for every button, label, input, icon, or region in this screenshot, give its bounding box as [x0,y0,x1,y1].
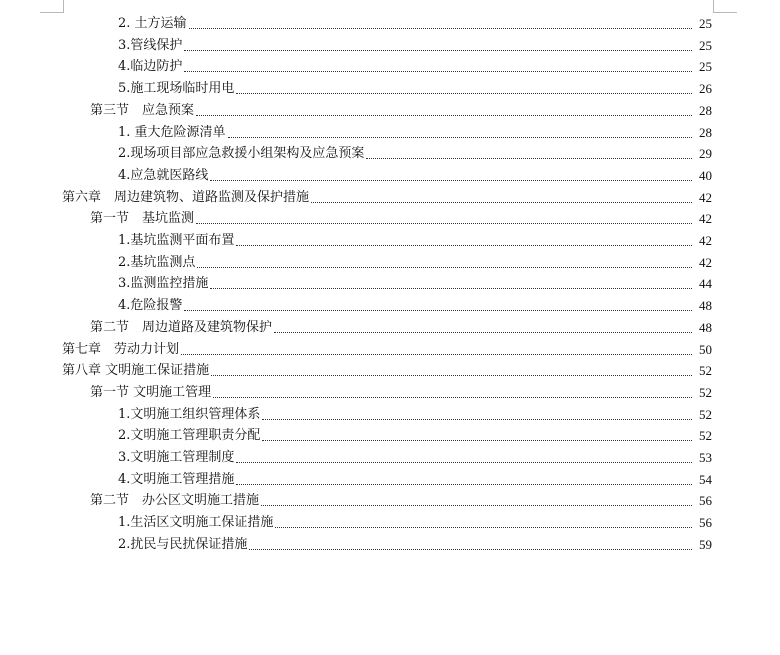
toc-page-number: 25 [699,59,712,75]
toc-dot-leader [228,136,692,138]
toc-entry[interactable] [62,361,712,381]
toc-entry-label: 4.文明施工管理措施 [118,471,235,487]
toc-entry[interactable] [118,144,712,164]
toc-entry-label: 第二节 周边道路及建筑物保护 [90,319,273,335]
crop-mark-top-left [63,0,64,12]
toc-dot-leader [184,309,692,311]
toc-dot-leader [262,439,692,441]
toc-page-number: 50 [699,341,712,357]
toc-dot-leader [366,157,692,159]
toc-page-number: 42 [699,233,712,248]
toc-entry[interactable] [118,296,712,316]
toc-entry[interactable] [118,123,712,143]
toc-entry-label: 第三节 应急预案 [90,102,195,118]
toc-entry[interactable] [118,36,712,56]
toc-entry-label: 2.现场项目部应急救援小组架构及应急预案 [118,146,365,162]
toc-entry-label: 4.临边防护 [118,59,183,75]
toc-dot-leader [189,27,692,29]
toc-dot-leader [274,331,692,333]
toc-entry-label: 1.基坑监测平面布置 [118,233,235,248]
toc-dot-leader [236,92,692,94]
toc-dot-leader [236,461,692,463]
toc-dot-leader [261,504,692,506]
crop-mark-top-right [713,12,737,13]
toc-page-number: 42 [699,189,712,205]
toc-dot-leader [181,353,692,355]
toc-dot-leader [213,396,692,398]
toc-dot-leader [210,287,692,289]
toc-entry-label: 3.管线保护 [118,37,183,53]
toc-page-number: 56 [699,493,712,509]
toc-entry-label: 2.基坑监测点 [118,254,196,270]
toc-entry[interactable] [118,79,712,99]
toc-entry[interactable] [118,405,712,425]
toc-dot-leader [184,49,692,51]
toc-page-number: 42 [699,254,712,270]
toc-entry-label: 1.生活区文明施工保证措施 [118,515,274,531]
toc-entry[interactable] [118,448,712,468]
toc-entry[interactable] [118,470,712,490]
crop-mark-top-left [40,12,64,13]
toc-page-number: 56 [699,515,712,531]
toc-entry[interactable] [118,274,712,294]
toc-entry[interactable] [118,535,712,555]
toc-entry[interactable] [118,513,712,533]
toc-entry-label: 1. 重大危险源清单 [118,124,226,140]
toc-page-number: 26 [699,81,712,97]
toc-page-number: 25 [699,16,712,31]
toc-page-number: 28 [699,102,712,118]
crop-mark-top-right [713,0,714,12]
toc-dot-leader [211,374,692,376]
toc-page-number: 59 [699,536,712,552]
toc-entry[interactable] [118,166,712,186]
toc-entry[interactable] [90,209,712,229]
toc-entry-label: 第六章 周边建筑物、道路监测及保护措施 [62,189,310,205]
toc-page-number: 54 [699,471,712,487]
toc-entry[interactable] [90,383,712,403]
toc-dot-leader [197,266,692,268]
toc-page-number: 44 [699,276,712,292]
toc-page-number: 42 [699,211,712,227]
toc-entry[interactable] [118,14,712,34]
toc-entry-label: 第二节 办公区文明施工措施 [90,493,260,509]
toc-page-number: 40 [699,167,712,183]
toc-dot-leader [196,114,692,116]
toc-entry-label: 4.应急就医路线 [118,167,209,183]
toc-page-number: 52 [699,428,712,444]
toc-entry[interactable] [90,101,712,121]
toc-entry[interactable] [62,340,712,360]
toc-page-number: 52 [699,406,712,422]
toc-dot-leader [275,526,692,528]
toc-entry[interactable] [118,231,712,251]
toc-entry-label: 2.扰民与民扰保证措施 [118,536,248,552]
toc-dot-leader [262,418,692,420]
toc-entry-label: 第八章 文明施工保证措施 [62,363,210,379]
toc-entry-label: 第一节 基坑监测 [90,211,195,227]
toc-entry[interactable] [90,491,712,511]
toc-dot-leader [236,244,692,246]
toc-entry[interactable] [62,188,712,208]
toc-page-number: 48 [699,319,712,335]
toc-entry[interactable] [90,318,712,338]
toc-entry-label: 5.施工现场临时用电 [118,81,235,97]
toc-entry-label: 第七章 劳动力计划 [62,341,180,357]
toc-entry-label: 3.文明施工管理制度 [118,450,235,465]
toc-dot-leader [196,222,692,224]
toc-page-number: 25 [699,37,712,53]
toc-dot-leader [249,548,692,550]
toc-page-number: 28 [699,124,712,140]
toc-dot-leader [184,70,692,72]
toc-page-number: 53 [699,450,712,465]
toc-entry-label: 第一节 文明施工管理 [90,384,212,400]
toc-dot-leader [236,483,692,485]
toc-entry-label: 4.危险报警 [118,298,183,314]
toc-entry[interactable] [118,253,712,273]
toc-entry-label: 3.监测监控措施 [118,276,209,292]
toc-entry[interactable] [118,426,712,446]
toc-entry-label: 2. 土方运输 [118,16,187,31]
toc-page-number: 52 [699,363,712,379]
toc-page-number: 52 [699,384,712,400]
toc-dot-leader [311,201,692,203]
toc-page-number: 29 [699,146,712,162]
toc-entry[interactable] [118,57,712,77]
toc-page-number: 48 [699,298,712,314]
toc-entry-label: 1.文明施工组织管理体系 [118,406,261,422]
toc-dot-leader [210,179,692,181]
toc-entry-label: 2.文明施工管理职责分配 [118,428,261,444]
